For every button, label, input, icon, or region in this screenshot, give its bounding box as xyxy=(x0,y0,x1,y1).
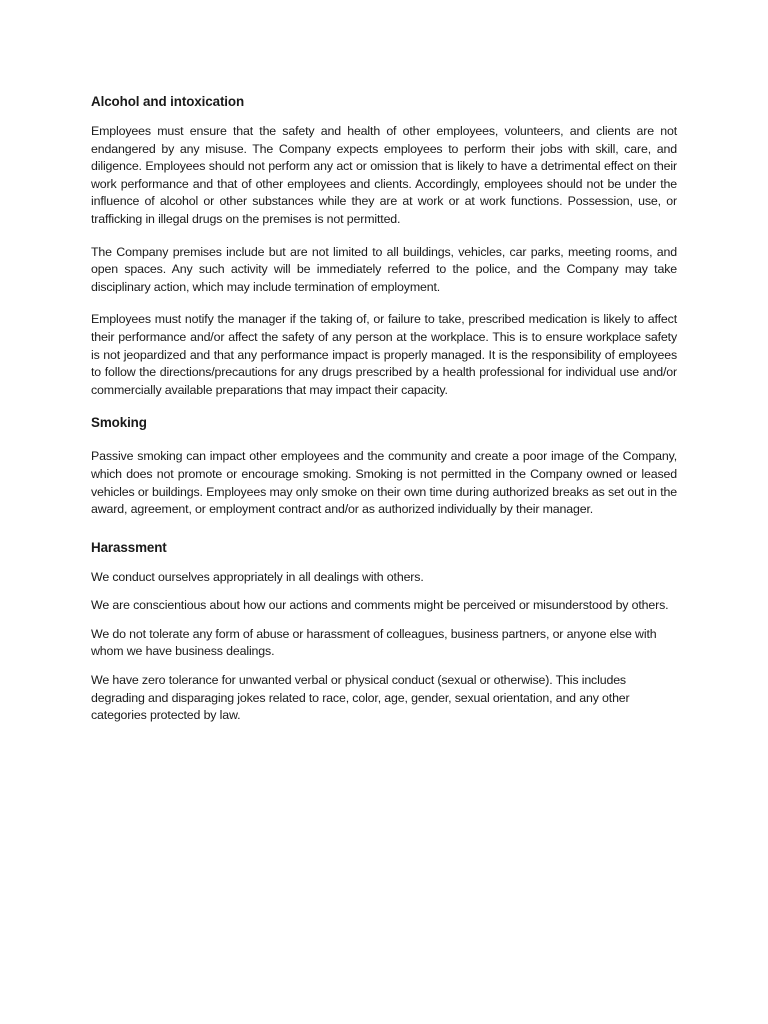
paragraph: Employees must notify the manager if the taking of, or failure to take, prescribed medication is likely to affect their performance and/or affect the safety of any person at the workplace. This is to ensure workplace safety is not jeopardized and that any performance impact is properly managed. It is the responsibility of employees to follow the directions/precautions for any drugs prescribed by a health professional for individual use and/or commercially available preparations that may impact their capacity. xyxy=(91,312,677,397)
section-alcohol xyxy=(91,93,677,399)
section-heading-smoking: Smoking xyxy=(91,415,147,431)
paragraph: We conduct ourselves appropriately in all dealings with others. xyxy=(91,569,424,584)
paragraph: We do not tolerate any form of abuse or harassment of colleagues, business partners, or anyone else with whom we have business dealings. xyxy=(91,626,657,659)
paragraph: We have zero tolerance for unwanted verbal or physical conduct (sexual or otherwise). This includes degrading and disparaging jokes related to race, color, age, gender, sexual orientation, and any other categories protected by law. xyxy=(91,673,630,723)
section-heading-alcohol: Alcohol and intoxication xyxy=(91,94,245,109)
section-smoking xyxy=(91,414,677,518)
paragraph: We are conscientious about how our actions and comments might be perceived or misunderstood by others. xyxy=(91,598,669,613)
paragraph: Passive smoking can impact other employees and the community and create a poor image of the Company, which does not promote or encourage smoking. Smoking is not permitted in the Company owned or leased vehicles or buildings. Employees may only smoke on their own time during authorized breaks as set out in the award, agreement, or employment contract and/or as authorized individually by their manager. xyxy=(91,449,677,517)
section-harassment xyxy=(91,539,677,725)
paragraph: Employees must ensure that the safety and health of other employees, volunteers, and clients are not endangered by any misuse. The Company expects employees to perform their jobs with skill, care, and diligence. Employees should not perform any act or omission that is likely to have a detrimental effect on their work performance and that of other employees and clients. Accordingly, employees should not be under the influence of alcohol or other substances while they are at work or at work functions. Possession, use, or trafficking in illegal drugs on the premises is not permitted. xyxy=(91,124,677,226)
paragraph: The Company premises include but are not limited to all buildings, vehicles, car parks, meeting rooms, and open spaces. Any such activity will be immediately referred to the police, and the Company may take disciplinary action, which may include termination of employment. xyxy=(91,244,677,294)
document-page xyxy=(91,93,677,736)
section-heading-harassment: Harassment xyxy=(91,539,167,555)
